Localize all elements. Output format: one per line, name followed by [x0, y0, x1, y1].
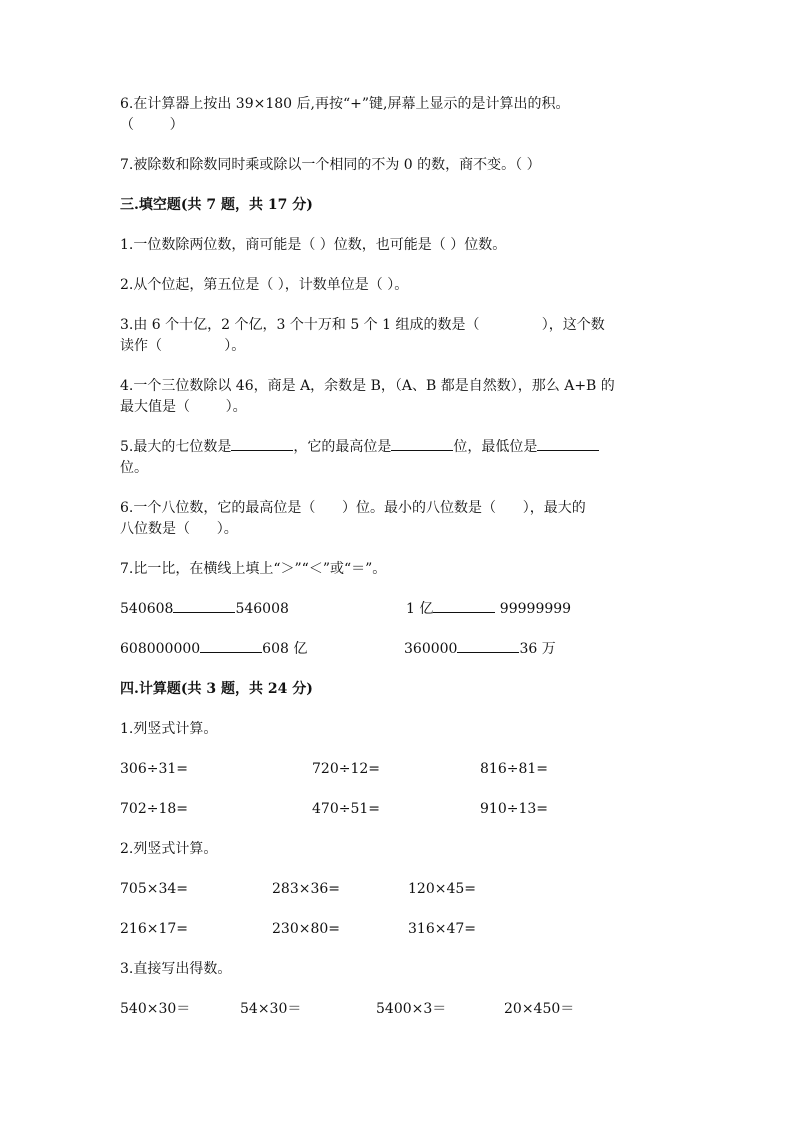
compare-row-2 [120, 639, 680, 660]
fill-question-4-line2: 最大值是（ ）。 [120, 399, 247, 415]
fill-question-3 [120, 315, 680, 357]
answer-blank-line[interactable] [457, 640, 519, 653]
answer-blank-line[interactable] [231, 438, 293, 451]
compare-left-value: 608000000 [120, 641, 201, 657]
answer-blank-line[interactable] [433, 600, 495, 613]
calc-item: 470÷51= [312, 801, 380, 817]
judge-question-6-text: 6.在计算器上按出 39×180 后,再按“+”键,屏幕上显示的是计算出的积。 [120, 96, 570, 112]
calc-item: 540×30＝ [120, 1001, 191, 1017]
calc-row [120, 919, 680, 940]
compare-left-value: 1 亿 [406, 601, 434, 617]
answer-blank-line[interactable] [200, 640, 262, 653]
fill-question-5 [120, 437, 680, 479]
calc-item: 910÷13= [480, 801, 548, 817]
compare-right-value: 36 万 [519, 641, 556, 657]
fill-question-6 [120, 498, 680, 540]
fill-question-5-text-c: 位，最低位是 [453, 439, 538, 455]
calc-item: 230×80= [272, 921, 340, 937]
fill-question-6-line1: 6.一个八位数，它的最高位是（ ）位。最小的八位数是（ ），最大的 [120, 500, 586, 516]
calc-item: 816÷81= [480, 761, 548, 777]
calc-row [120, 999, 680, 1020]
calc-item: 20×450＝ [504, 1001, 575, 1017]
calc-item: 316×47= [408, 921, 476, 937]
judge-question-6 [120, 94, 680, 136]
calc-question-2: 2.列竖式计算。 [120, 841, 218, 857]
fill-question-3-line2: 读作（ ）。 [120, 338, 246, 354]
compare-item-3 [120, 639, 307, 660]
fill-question-5-text-b: ，它的最高位是 [293, 439, 392, 455]
calc-item: 54×30＝ [240, 1001, 302, 1017]
compare-item-4 [404, 639, 556, 660]
judge-question-7: 7.被除数和除数同时乘或除以一个相同的不为 0 的数，商不变。（ ） [120, 157, 541, 173]
calc-item: 216×17= [120, 921, 188, 937]
calc-item: 120×45= [408, 881, 476, 897]
compare-item-2 [406, 599, 571, 620]
compare-left-value: 360000 [404, 641, 458, 657]
calc-item: 5400×3＝ [376, 1001, 447, 1017]
calc-row [120, 799, 680, 820]
answer-blank-line[interactable] [173, 600, 235, 613]
compare-item-1 [120, 599, 289, 620]
section-title-fill-blank: 三.填空题(共 7 题，共 17 分) [120, 197, 313, 213]
fill-question-3-line1: 3.由 6 个十亿，2 个亿，3 个十万和 5 个 1 组成的数是（ ），这个数 [120, 317, 605, 333]
answer-blank-line[interactable] [391, 438, 453, 451]
calc-row [120, 759, 680, 780]
fill-question-5-line2: 位。 [120, 460, 148, 476]
calc-item: 306÷31= [120, 761, 188, 777]
fill-question-4-line1: 4.一个三位数除以 46，商是 A，余数是 B，（A、B 都是自然数），那么 A+B 的 [120, 378, 615, 394]
fill-question-2: 2.从个位起，第五位是（ ），计数单位是（ ）。 [120, 277, 409, 293]
judge-question-6-answer-bracket[interactable]: （ ） [120, 117, 184, 133]
fill-question-7: 7.比一比，在横线上填上“＞”“＜”或“＝”。 [120, 561, 387, 577]
answer-blank-line[interactable] [537, 438, 599, 451]
fill-question-5-text-a: 5.最大的七位数是 [120, 439, 232, 455]
fill-question-1: 1.一位数除两位数，商可能是（ ）位数，也可能是（ ）位数。 [120, 237, 507, 253]
compare-row-1 [120, 599, 680, 620]
calc-item: 283×36= [272, 881, 340, 897]
calc-question-3: 3.直接写出得数。 [120, 961, 232, 977]
fill-question-6-line2: 八位数是（ ）。 [120, 521, 238, 537]
worksheet-content [120, 94, 680, 1039]
section-title-calculation: 四.计算题(共 3 题，共 24 分) [120, 681, 313, 697]
calc-item: 720÷12= [312, 761, 380, 777]
fill-question-4 [120, 376, 680, 418]
compare-right-value: 608 亿 [262, 641, 308, 657]
calc-item: 702÷18= [120, 801, 188, 817]
compare-left-value: 540608 [120, 601, 174, 617]
fill-question-5-line1 [120, 437, 680, 458]
calc-question-1: 1.列竖式计算。 [120, 721, 218, 737]
calc-row [120, 879, 680, 900]
compare-right-value: 546008 [235, 601, 289, 617]
calc-item: 705×34= [120, 881, 188, 897]
compare-right-value: 99999999 [495, 601, 572, 617]
